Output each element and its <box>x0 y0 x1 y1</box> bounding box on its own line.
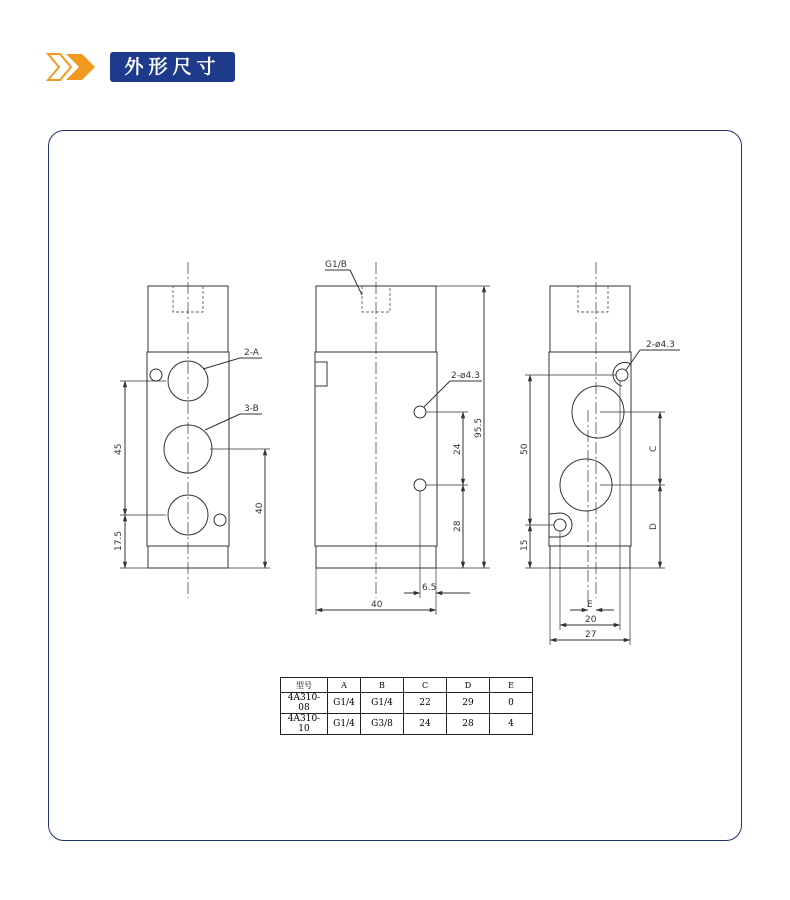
table-cell: 0 <box>490 693 533 714</box>
table-cell: G1/4 <box>328 714 361 735</box>
table-header: A <box>328 678 361 693</box>
table-cell: 29 <box>447 693 490 714</box>
dim-17-5: 17.5 <box>114 530 124 551</box>
table-header-row <box>281 678 533 693</box>
side-view <box>315 262 490 615</box>
table-cell: G1/4 <box>328 693 361 714</box>
dim-95-5: 95.5 <box>474 417 484 438</box>
table-cell: 22 <box>404 693 447 714</box>
dim-15: 15 <box>520 539 530 551</box>
dim-40-side: 40 <box>371 600 383 610</box>
hole-label-side: 2-ø4.3 <box>451 371 480 381</box>
rear-view <box>525 262 680 645</box>
table-cell: 4 <box>490 714 533 735</box>
dim-24: 24 <box>453 443 463 455</box>
table-cell: G1/4 <box>361 693 404 714</box>
dim-28: 28 <box>453 520 463 532</box>
dim-e: E <box>587 600 593 610</box>
table-cell: G3/8 <box>361 714 404 735</box>
table-header: B <box>361 678 404 693</box>
dim-40-front: 40 <box>255 502 265 514</box>
table-cell: 4A310-08 <box>281 693 328 714</box>
dim-50: 50 <box>520 443 530 455</box>
table-header: D <box>447 678 490 693</box>
dim-d: D <box>649 523 659 530</box>
table-cell: 4A310-10 <box>281 714 328 735</box>
table-cell: 28 <box>447 714 490 735</box>
table-row <box>281 693 533 714</box>
dim-27: 27 <box>585 630 597 640</box>
port-g1b-label: G1/B <box>325 260 347 270</box>
dim-c: C <box>649 445 659 452</box>
section-title: 外形尺寸 <box>110 52 235 82</box>
table-row <box>281 714 533 735</box>
port-b-label: 3-B <box>244 404 259 414</box>
table-header: 型号 <box>281 678 328 693</box>
spec-table <box>280 677 533 735</box>
dim-20: 20 <box>585 615 597 625</box>
dim-6-5: 6.5 <box>422 583 437 593</box>
table-header: E <box>490 678 533 693</box>
port-a-label: 2-A <box>244 348 259 358</box>
table-cell: 24 <box>404 714 447 735</box>
front-view <box>120 262 270 598</box>
table-header: C <box>404 678 447 693</box>
hole-label-rear: 2-ø4.3 <box>646 340 675 350</box>
dim-45: 45 <box>114 443 124 455</box>
